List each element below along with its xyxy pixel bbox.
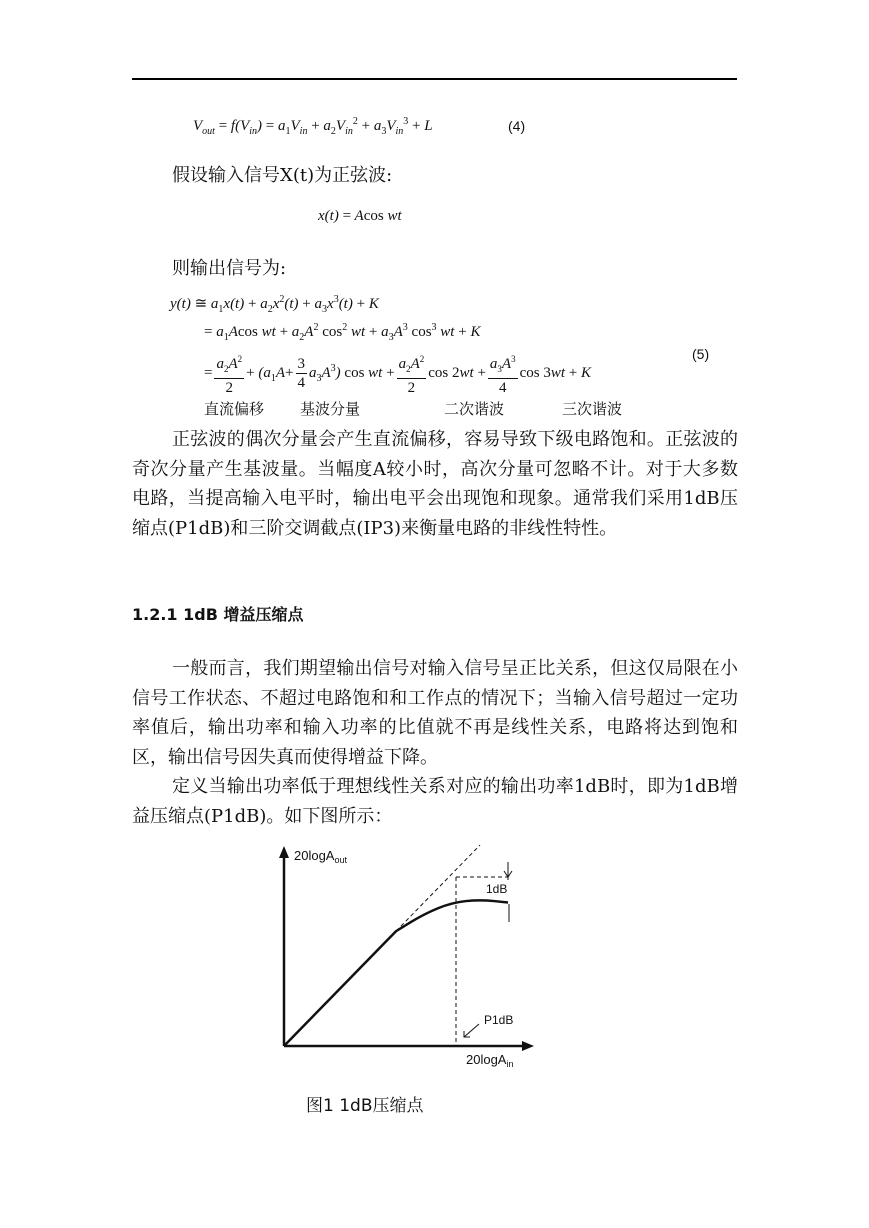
label-dc-offset: 直流偏移 bbox=[204, 400, 265, 418]
ideal-linear-extension bbox=[396, 845, 480, 931]
x-axis-label: 20logA$_{in}$ bbox=[466, 1052, 514, 1069]
equation-4: $V_{out} = f(V_{in}) = a_1V_{in} + a_2V_{in}^2 + a_3V_{in}^3 + L$ bbox=[193, 116, 433, 137]
actual-output-curve bbox=[284, 900, 508, 1046]
output-intro: 则输出信号为: bbox=[172, 258, 287, 279]
label-third-harmonic: 三次谐波 bbox=[562, 400, 623, 418]
equation-5-line-2: = $a_1Acos$ wt + $a_2A^2$ $\cos^2$ wt + $a_3A^3$ $\cos^3$ wt + K bbox=[204, 322, 481, 343]
label-second-harmonic: 二次谐波 bbox=[444, 400, 505, 418]
paragraph-linearity: 一般而言，我们期望输出信号对输入信号呈正比关系，但这仅局限在小信号工作状态、不超过电路饱和和工作点的情况下；当输入信号超过一定功率值后，输出功率和输入功率的比值就不再是线性关系，电路将达到饱和区，输出信号因失真而使得增益下降。 bbox=[132, 658, 738, 768]
paragraph-definition: 定义当输出功率低于理想线性关系对应的输出功率1dB时，即为1dB增益压缩点(P1dB)。如下图所示： bbox=[132, 776, 738, 827]
header-rule bbox=[132, 78, 737, 80]
figure-caption: 图1 1dB压缩点 bbox=[306, 1096, 424, 1116]
y-axis-label: 20logA$_{out}$ bbox=[294, 848, 347, 865]
x-axis-arrow bbox=[522, 1041, 534, 1051]
annotation-p1db: P1dB bbox=[484, 1013, 514, 1027]
paragraph-nonlinearity: 正弦波的偶次分量会产生直流偏移，容易导致下级电路饱和。正弦波的奇次分量产生基波量。当幅度A较小时，高次分量可忽略不计。对于大多数电路，当提高输入电平时，输出电平会出现饱和现象。通常我们采用1dB压缩点(P1dB)和三阶交调截点(IP3)来衡量电路的非线性特性。 bbox=[132, 429, 738, 539]
p1db-arrow-line bbox=[464, 1024, 479, 1037]
equation-5-line-1: y(t) ≅ $a_1x(t) + a_2x^2(t) + a_3x^3(t) + K$ bbox=[170, 294, 379, 315]
y-axis-arrow bbox=[279, 846, 289, 858]
equation-5-number: (5) bbox=[692, 346, 710, 362]
annotation-1db: 1dB bbox=[486, 882, 508, 896]
label-fundamental: 基波分量 bbox=[300, 400, 361, 418]
input-intro: 假设输入信号X(t)为正弦波: bbox=[172, 165, 393, 186]
section-heading: 1.2.1 1dB 增益压缩点 bbox=[132, 605, 304, 624]
input-equation: x(t) = Acos wt bbox=[318, 208, 402, 224]
compression-chart bbox=[260, 840, 550, 1070]
equation-5-line-3: = $\frac{a_2A^2}{2}$ + ($a_1A+$ $\frac{3}{4}$ $a_3A^3$) cos wt + $\frac{a_2A^2}{2}$ cos 2wt + $\frac{a_3A^3}{4}$ cos 3wt + K bbox=[204, 350, 591, 397]
equation-4-number: (4) bbox=[508, 118, 526, 134]
